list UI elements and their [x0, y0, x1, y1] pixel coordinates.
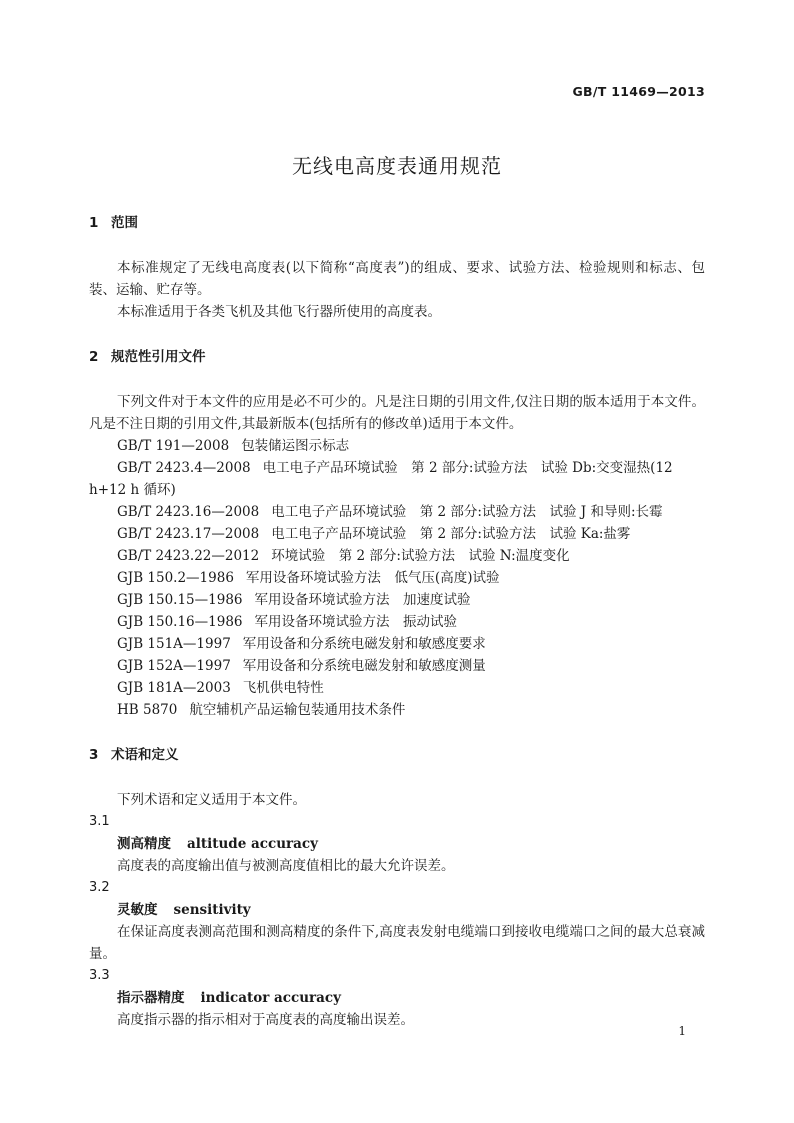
- reference-item: [89, 611, 705, 633]
- reference-title: 电工电子产品环境试验 第 2 部分:试验方法 试验 J 和导则:长霉: [271, 504, 663, 520]
- reference-item: [89, 501, 705, 523]
- term-name: [89, 987, 705, 1009]
- reference-title: 军用设备环境试验方法 低气压(高度)试验: [245, 570, 500, 586]
- reference-item: [89, 699, 705, 721]
- paragraph: 下列术语和定义适用于本文件。: [117, 792, 306, 808]
- reference-title: 包装储运图示标志: [241, 438, 350, 454]
- reference-title: 航空辅机产品运输包装通用技术条件: [189, 702, 406, 718]
- reference-code: GB/T 2423.17—2008: [117, 526, 260, 542]
- section-title: 术语和定义: [111, 747, 179, 763]
- reference-code: GJB 152A—1997: [117, 658, 231, 674]
- reference-title: 飞机供电特性: [242, 680, 324, 696]
- reference-item: [89, 567, 705, 589]
- reference-title: 军用设备和分系统电磁发射和敏感度测量: [242, 658, 486, 674]
- section-heading-scope: [89, 212, 705, 234]
- term-en: indicator accuracy: [200, 990, 341, 1006]
- reference-code: GJB 151A—1997: [117, 636, 231, 652]
- term-number: 3.1: [89, 814, 110, 829]
- reference-code: HB 5870: [117, 702, 178, 718]
- term-zh: 灵敏度: [117, 902, 158, 918]
- reference-item: [89, 523, 705, 545]
- reference-item: [89, 655, 705, 677]
- section-title: 范围: [111, 215, 138, 231]
- term-en: sensitivity: [173, 902, 251, 918]
- section-number: 2: [89, 349, 99, 365]
- reference-code: GJB 150.16—1986: [117, 614, 243, 630]
- section-number: 1: [89, 215, 99, 231]
- reference-code: GJB 150.15—1986: [117, 592, 243, 608]
- term-en: altitude accuracy: [187, 836, 318, 852]
- reference-item: [89, 633, 705, 655]
- reference-item: [89, 435, 705, 457]
- reference-code: GB/T 2423.4—2008: [117, 460, 251, 476]
- reference-code: GB/T 2423.16—2008: [117, 504, 260, 520]
- reference-code: GB/T 2423.22—2012: [117, 548, 260, 564]
- term-zh: 指示器精度: [117, 990, 185, 1006]
- term-definition: 高度指示器的指示相对于高度表的高度输出误差。: [117, 1012, 414, 1028]
- standard-code: GB/T 11469—2013: [572, 84, 705, 99]
- reference-title: 军用设备环境试验方法 振动试验: [254, 614, 458, 630]
- section-heading-terms: [89, 744, 705, 766]
- section-number: 3: [89, 747, 99, 763]
- reference-title: 军用设备环境试验方法 加速度试验: [254, 592, 471, 608]
- reference-item: [89, 457, 705, 501]
- section-heading-references: [89, 346, 705, 368]
- reference-item: [89, 677, 705, 699]
- section-title: 规范性引用文件: [111, 349, 206, 365]
- term-number: 3.2: [89, 880, 110, 895]
- reference-code: GJB 181A—2003: [117, 680, 231, 696]
- term-definition: 在保证高度表测高范围和测高精度的条件下,高度表发射电缆端口到接收电缆端口之间的最大总衰减量。: [89, 924, 705, 962]
- reference-title: 电工电子产品环境试验 第 2 部分:试验方法 试验 Ka:盐雾: [271, 526, 631, 542]
- paragraph: 下列文件对于本文件的应用是必不可少的。凡是注日期的引用文件,仅注日期的版本适用于本文件。凡是不注日期的引用文件,其最新版本(包括所有的修改单)适用于本文件。: [89, 394, 705, 432]
- term-number: 3.3: [89, 968, 110, 983]
- reference-item: [89, 589, 705, 611]
- reference-item: [89, 545, 705, 567]
- reference-title: 军用设备和分系统电磁发射和敏感度要求: [242, 636, 486, 652]
- reference-code: GB/T 191—2008: [117, 438, 230, 454]
- term-name: [89, 899, 705, 921]
- term-definition: 高度表的高度输出值与被测高度值相比的最大允许误差。: [117, 858, 455, 874]
- paragraph: 本标准适用于各类飞机及其他飞行器所使用的高度表。: [117, 304, 441, 320]
- document-body: [89, 212, 705, 1031]
- paragraph: 本标准规定了无线电高度表(以下简称“高度表”)的组成、要求、试验方法、检验规则和标志、包装、运输、贮存等。: [89, 260, 705, 298]
- reference-title: 电工电子产品环境试验 第 2 部分:试验方法 试验 Db:交变湿热(12 h+12 h 循环): [89, 460, 673, 498]
- reference-code: GJB 150.2—1986: [117, 570, 234, 586]
- term-name: [89, 833, 705, 855]
- reference-title: 环境试验 第 2 部分:试验方法 试验 N:温度变化: [271, 548, 570, 564]
- document-title: 无线电高度表通用规范: [292, 154, 502, 178]
- page-number: 1: [678, 1024, 686, 1038]
- term-zh: 测高精度: [117, 836, 171, 852]
